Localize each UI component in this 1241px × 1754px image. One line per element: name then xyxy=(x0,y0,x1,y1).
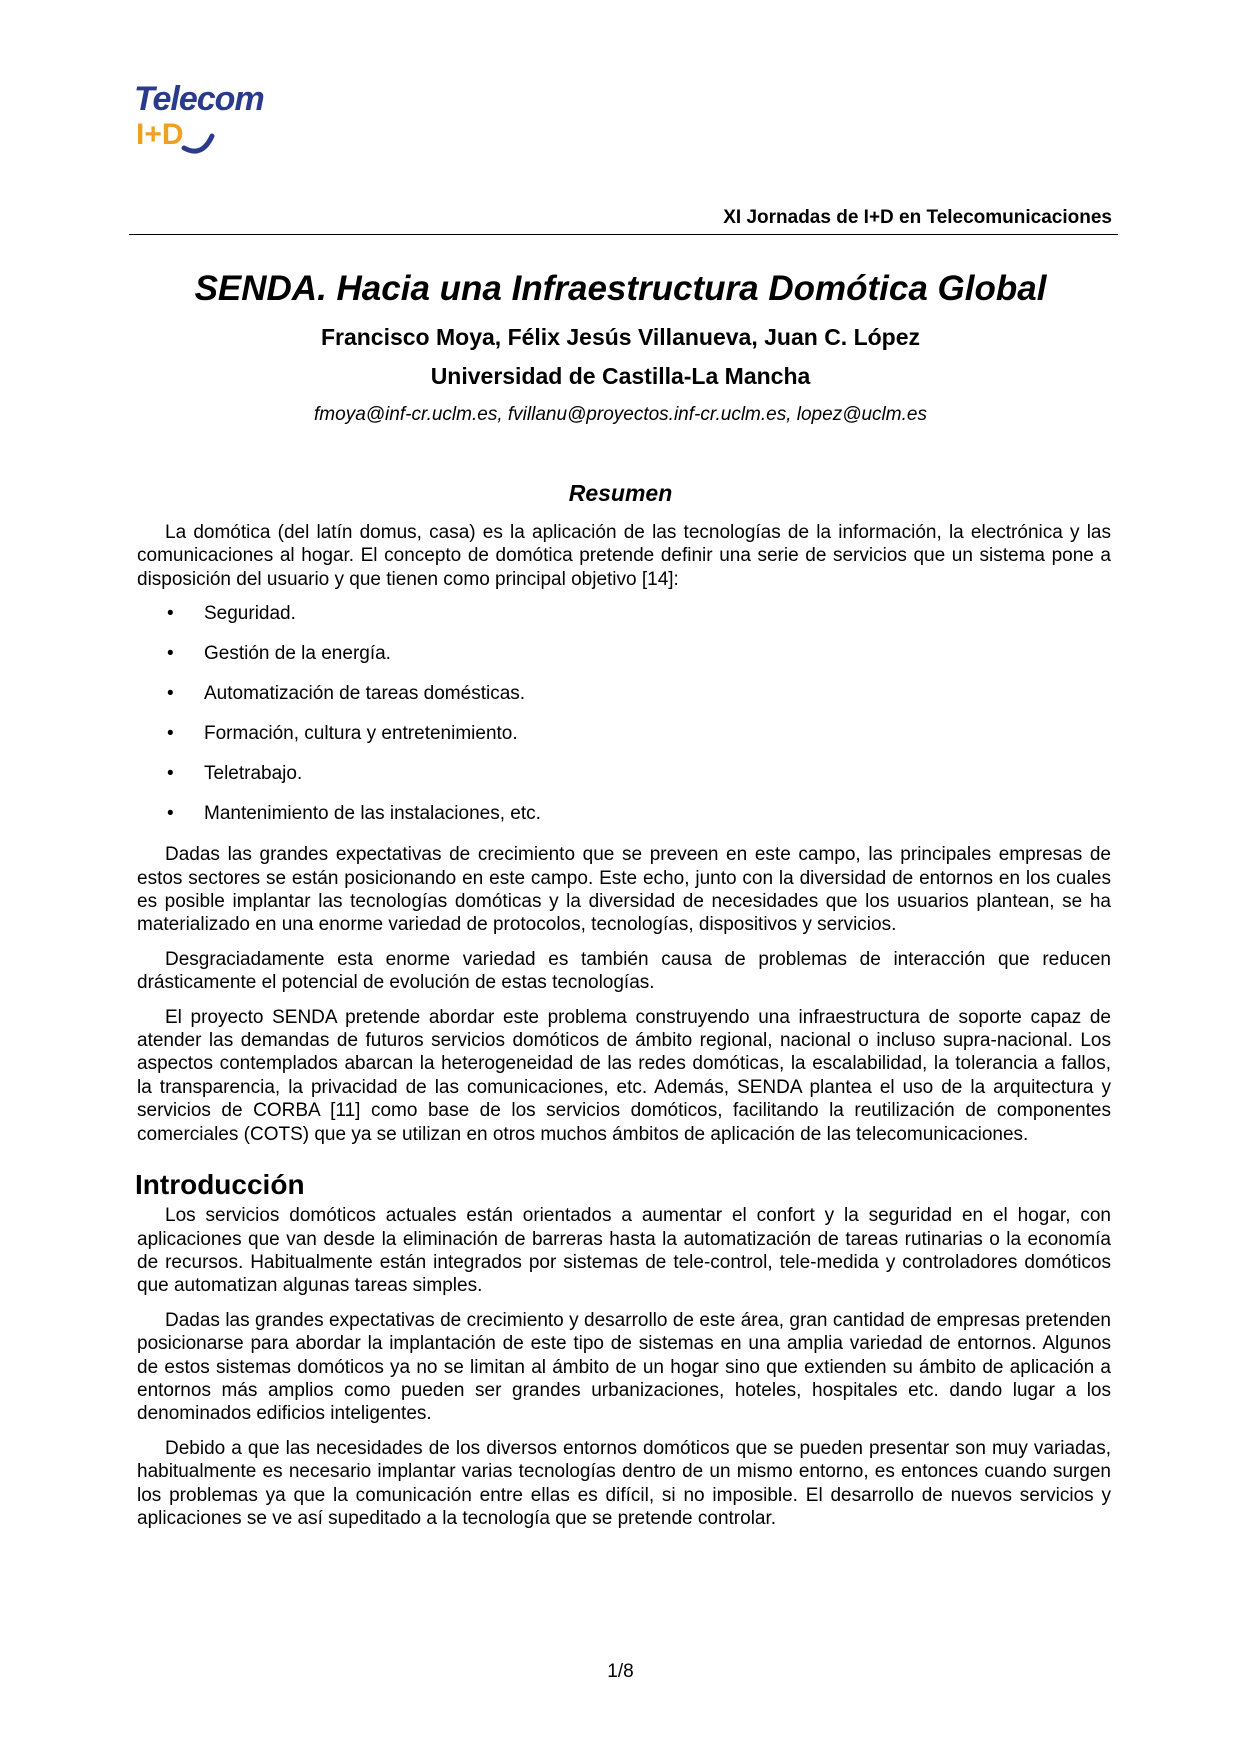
bullet-icon: • xyxy=(167,803,174,825)
abstract-paragraph: Desgraciadamente esta enorme variedad es también causa de problemas de interacción que reducen drásticamente el potencial de evolución de estas tecnologías. xyxy=(137,948,1111,994)
list-item: • Gestión de la energía. xyxy=(167,643,391,665)
paper-affiliation: Universidad de Castilla-La Mancha xyxy=(430,363,811,389)
header-rule xyxy=(129,234,1118,235)
list-item: • Formación, cultura y entretenimiento. xyxy=(167,723,518,745)
list-item: • Automatización de tareas domésticas. xyxy=(167,683,526,705)
bullet-icon: • xyxy=(167,723,174,745)
logo-text-id: I+D xyxy=(136,118,184,151)
bullet-icon: • xyxy=(167,643,174,665)
abstract-intro: La domótica (del latín domus, casa) es la aplicación de las tecnologías de la información, la electrónica y las comunicaciones al hogar. El concepto de domótica pretende definir una serie de servicios que un sistema pone a disposición del usuario y que tienen como principal objetivo [14]: xyxy=(137,522,1111,590)
paper-title: SENDA. Hacia una Infraestructura Domótica Global xyxy=(194,269,1047,308)
abstract-paragraph: Dadas las grandes expectativas de crecimiento que se preveen en este campo, las principales empresas de estos sectores se están posicionando en este campo. Este echo, junto con la diversidad de entornos en los cuales es posible implantar las tecnologías domóticas y la diversidad de necesidades que los usuarios plantean, se ha materializado en una enorme variedad de protocolos, tecnologías, dispositivos y servicios. xyxy=(137,844,1111,936)
logo-text-telecom: Telecom xyxy=(134,80,264,118)
paper-authors: Francisco Moya, Félix Jesús Villanueva, Juan C. López xyxy=(320,324,921,350)
section-heading-introduccion: Introducción xyxy=(135,1169,305,1201)
bullet-icon: • xyxy=(167,683,174,705)
page-number: 1/8 xyxy=(607,1661,634,1682)
list-item: • Mantenimiento de las instalaciones, etc. xyxy=(167,803,541,825)
intro-paragraph: Dadas las grandes expectativas de crecimiento y desarrollo de este área, gran cantidad de empresas pretenden posicionarse para abordar la implantación de este tipo de sistemas en una amplia variedad de entornos. Algunos de estos sistemas domóticos ya no se limitan al ámbito de un hogar sino que extienden su ámbito de aplicación a entornos más amplios como pueden ser grandes urbanizaciones, hoteles, hospitales etc. dando lugar a los denominados edificios inteligentes. xyxy=(137,1309,1111,1425)
abstract-heading: Resumen xyxy=(568,480,673,506)
objectives-list xyxy=(137,602,1111,832)
conference-name: XI Jornadas de I+D en Telecomunicaciones xyxy=(723,207,1112,228)
paper-body xyxy=(137,521,1111,1541)
author-emails: fmoya@inf-cr.uclm.es, fvillanu@proyectos.inf-cr.uclm.es, lopez@uclm.es xyxy=(314,404,927,425)
bullet-icon: • xyxy=(167,763,174,785)
bullet-icon: • xyxy=(167,603,174,625)
telecom-logo xyxy=(132,78,292,160)
list-item: • Seguridad. xyxy=(167,603,296,625)
list-item: • Teletrabajo. xyxy=(167,763,303,785)
abstract-paragraph: El proyecto SENDA pretende abordar este problema construyendo una infraestructura de soporte capaz de atender las demandas de futuros servicios domóticos de ámbito regional, nacional o incluso supra-nacional. Los aspectos contemplados abarcan la heterogeneidad de las redes domóticas, la escalabilidad, la tolerancia a fallos, la transparencia, la privacidad de las comunicaciones, etc. Además, SENDA plantea el uso de la arquitectura y servicios de CORBA [11] como base de los servicios domóticos, facilitando la reutilización de componentes comerciales (COTS) que ya se utilizan en otros muchos ámbitos de aplicación de las telecomunicaciones. xyxy=(137,1006,1111,1145)
logo-swoosh xyxy=(184,136,212,151)
intro-paragraph: Los servicios domóticos actuales están orientados a aumentar el confort y la seguridad en el hogar, con aplicaciones que van desde la eliminación de barreras hasta la automatización de tareas rutinarias o la economía de recursos. Habitualmente están integrados por sistemas de tele-control, tele-medida y controladores domóticos que automatizan algunas tareas simples. xyxy=(137,1205,1111,1297)
intro-paragraph: Debido a que las necesidades de los diversos entornos domóticos que se pueden presentar son muy variadas, habitualmente es necesario implantar varias tecnologías dentro de un mismo entorno, es entonces cuando surgen los problemas ya que la comunicación entre ellas es difícil, si no imposible. El desarrollo de nuevos servicios y aplicaciones se ve así supeditado a la tecnología que se pretende controlar. xyxy=(137,1437,1111,1529)
